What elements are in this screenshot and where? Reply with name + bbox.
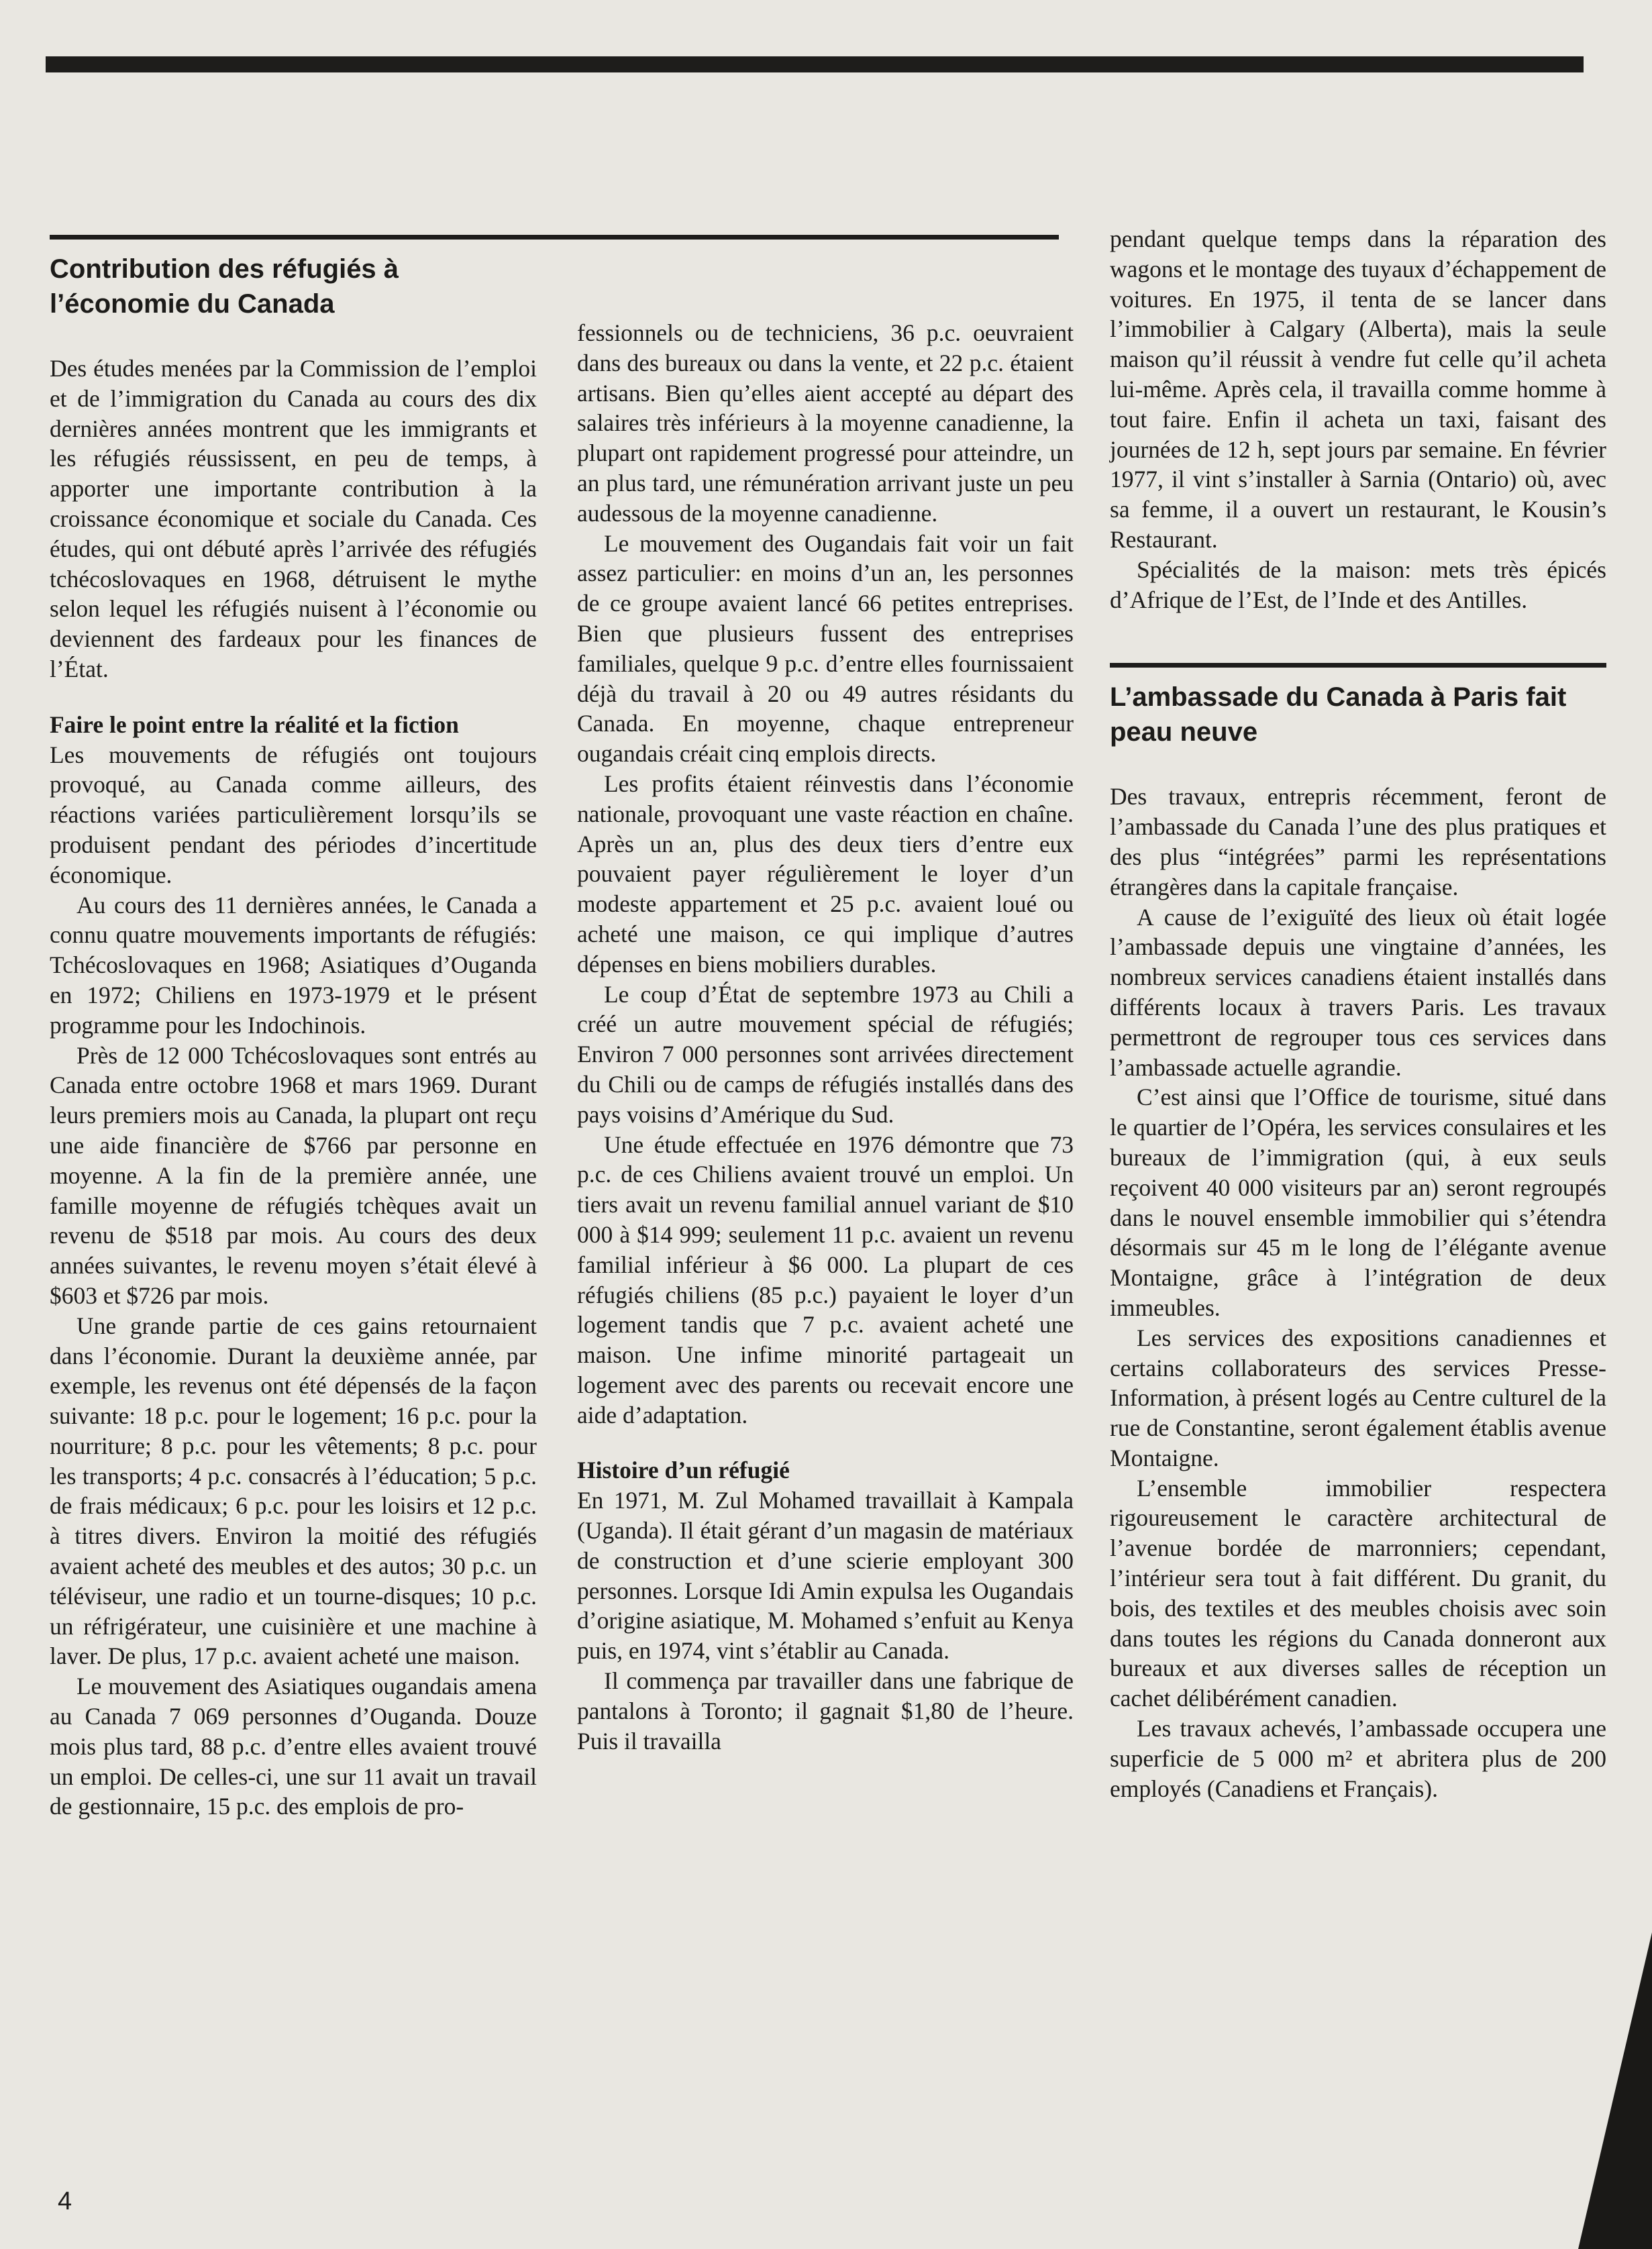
article-2: [1110, 663, 1606, 1803]
paragraph: Les profits étaient réinvestis dans l’économie nationale, provoquant une vaste réaction en chaîne. Après un an, plus des deux tiers d’entre eux pouvaient payer régulièrement le loyer d’un modeste appartement et 25 p.c. avaient loué ou acheté une maison, ce qui implique d’autres dépenses en biens mobiliers durables.: [577, 770, 1074, 978]
page-edge-shadow: [1578, 1932, 1652, 2249]
column-3: [1110, 224, 1606, 1803]
column-2: [577, 318, 1074, 1756]
column-1: [50, 235, 537, 1822]
page-number: 4: [58, 2187, 72, 2215]
paragraph: Des études menées par la Commission de l’emploi et de l’immigration du Canada au cours des dix dernières années montrent que les immigrants et les réfugiés réussissent, en peu de temps, à apporter une importante contribution à la croissance économique et sociale du Canada. Ces études, qui ont débuté après l’arrivée des réfugiés tchécoslovaques en 1968, détruisent le mythe selon lequel les réfugiés nuisent à l’économie ou deviennent des fardeaux pour les finances de l’État.: [50, 355, 537, 682]
article-rule: [1110, 663, 1606, 668]
paragraph: Les mouvements de réfugiés ont toujours provoqué, au Canada comme ailleurs, des réactions variées particulièrement lorsqu’ils se produisent pendant des périodes d’incertitude économique.: [50, 741, 537, 888]
paragraph: C’est ainsi que l’Office de tourisme, situé dans le quartier de l’Opéra, les services consulaires et les bureaux de l’immigration (qui, à eux seuls reçoivent 40 000 visiteurs par an) seront regroupés dans le nouvel ensemble immobilier qui s’étendra désormais sur 45 m le long de l’élégante avenue Montaigne, grâce à l’intégration de deux immeubles.: [1110, 1084, 1606, 1321]
paragraph: pendant quelque temps dans la réparation des wagons et le montage des tuyaux d’échappement de voitures. En 1975, il tenta de se lancer dans l’immobilier à Calgary (Alberta), mais la seule maison qu’il réussit à vendre fut celle qu’il acheta lui-même. Après cela, il travailla comme homme à tout faire. Enfin il acheta un taxi, faisant des journées de 12 h, sept jours par semaine. En février 1977, il vint s’installer à Sarnia (Ontario) où, avec sa femme, il a ouvert un restaurant, le Kousin’s Restaurant.: [1110, 225, 1606, 553]
paragraph: Le mouvement des Ougandais fait voir un fait assez particulier: en moins d’un an, les personnes de ce groupe avaient lancé 66 petites entreprises. Bien que plusieurs fussent des entreprises familiales, quelque 9 p.c. d’entre elles fournissaient déjà du travail à 20 ou 49 autres résidants du Canada. En moyenne, chaque entrepreneur ougandais créait cinq emplois directs.: [577, 529, 1074, 768]
paragraph: Une grande partie de ces gains retournaient dans l’économie. Durant la deuxième année, par exemple, les revenus ont été dépensés de la façon suivante: 18 p.c. pour le logement; 16 p.c. pour la nourriture; 8 p.c. pour les vêtements; 8 p.c. pour les transports; 4 p.c. consacrés à l’éducation; 5 p.c. de frais médicaux; 6 p.c. pour les loisirs et 12 p.c. à titres divers. Environ la moitié des réfugiés avaient acheté des meubles et des autos; 30 p.c. un téléviseur, une radio et un tourne-disques; 10 p.c. un réfrigérateur, une cuisinière et une machine à laver. De plus, 17 p.c. avaient acheté une maison.: [50, 1312, 537, 1670]
paragraph: Il commença par travailler dans une fabrique de pantalons à Toronto; il gagnait $1,80 de l’heure. Puis il travailla: [577, 1667, 1074, 1755]
paragraph: Spécialités de la maison: mets très épicés d’Afrique de l’Est, de l’Inde et des Antilles.: [1110, 556, 1606, 613]
paragraph: Les services des expositions canadiennes et certains collaborateurs des services Presse-Information, à présent logés au Centre culturel de la rue de Constantine, seront également établis avenue Montaigne.: [1110, 1324, 1606, 1471]
paragraph: Des travaux, entrepris récemment, feront de l’ambassade du Canada l’une des plus pratiques et des plus “intégrées” parmi les représentations étrangères dans la capitale française.: [1110, 783, 1606, 900]
subheading: Faire le point entre la réalité et la fiction: [50, 711, 459, 738]
article-title: L’ambassade du Canada à Paris fait peau neuve: [1110, 682, 1567, 747]
article-title: Contribution des réfugiés à l’économie du Canada: [50, 254, 399, 319]
paragraph: A cause de l’exiguïté des lieux où était logée l’ambassade depuis une vingtaine d’années, les nombreux services canadiens étaient installés dans différents locaux à travers Paris. Les travaux permettront de regrouper tous ces services dans l’ambassade actuelle agrandie.: [1110, 903, 1606, 1081]
paragraph: L’ensemble immobilier respectera rigoureusement le caractère architectural de l’avenue bordée de marronniers; cependant, l’intérieur sera tout à fait différent. Du granit, du bois, des textiles et des meubles choisis avec soin dans toutes les régions du Canada donneront aux bureaux et aux diverses salles de réception un cachet délibérément canadien.: [1110, 1474, 1606, 1712]
top-rule: [46, 56, 1584, 72]
paragraph: Près de 12 000 Tchécoslovaques sont entrés au Canada entre octobre 1968 et mars 1969. Durant leurs premiers mois au Canada, la plupart ont reçu une aide financière de $766 par personne en moyenne. A la fin de la première année, une famille moyenne de réfugiés tchèques avait un revenu de $518 par mois. Au cours des deux années suivantes, le revenu moyen s’était élevé à $603 et $726 par mois.: [50, 1041, 537, 1309]
paragraph: En 1971, M. Zul Mohamed travaillait à Kampala (Uganda). Il était gérant d’un magasin de matériaux de construction et d’une scierie employant 300 personnes. Lorsque Idi Amin expulsa les Ougandais d’origine asiatique, M. Mohamed s’enfuit au Kenya puis, en 1974, vint s’établir au Canada.: [577, 1487, 1074, 1665]
paragraph: fessionnels ou de techniciens, 36 p.c. oeuvraient dans des bureaux ou dans la vente, et 22 p.c. étaient artisans. Bien qu’elles aient accepté au départ des salaires très inférieurs à la moyenne canadienne, la plupart ont rapidement progressé pour atteindre, un an plus tard, une rémunération arrivant juste un peu audessous de la moyenne canadienne.: [577, 319, 1074, 527]
paragraph: Au cours des 11 dernières années, le Canada a connu quatre mouvements importants de réfugiés: Tchécoslovaques en 1968; Asiatiques d’Ouganda en 1972; Chiliens en 1973-1979 et le présent programme pour les Indochinois.: [50, 891, 537, 1039]
paragraph: Le mouvement des Asiatiques ougandais amena au Canada 7 069 personnes d’Ouganda. Douze mois plus tard, 88 p.c. d’entre elles avaient trouvé un emploi. De celles-ci, une sur 11 avait un travail de gestionnaire, 15 p.c. des emplois de pro-: [50, 1673, 537, 1820]
paragraph: Le coup d’État de septembre 1973 au Chili a créé un autre mouvement spécial de réfugiés; Environ 7 000 personnes sont arrivées directement du Chili ou de camps de réfugiés installés dans des pays voisins d’Amérique du Sud.: [577, 980, 1074, 1128]
subheading: Histoire d’un réfugié: [577, 1457, 790, 1484]
paragraph: Une étude effectuée en 1976 démontre que 73 p.c. de ces Chiliens avaient trouvé un emploi. Un tiers avait un revenu familial annuel variant de $10 000 à $14 999; seulement 11 p.c. avaient un revenu familial inférieur à $6 000. La plupart de ces réfugiés chiliens (85 p.c.) payaient le loyer d’un logement tandis que 7 p.c. avaient acheté une maison. Une infime minorité partageait un logement avec des parents ou recevait encore une aide d’adaptation.: [577, 1131, 1074, 1428]
article-rule: [50, 235, 1059, 240]
paragraph: Les travaux achevés, l’ambassade occupera une superficie de 5 000 m² et abritera plus de 200 employés (Canadiens et Français).: [1110, 1715, 1606, 1802]
